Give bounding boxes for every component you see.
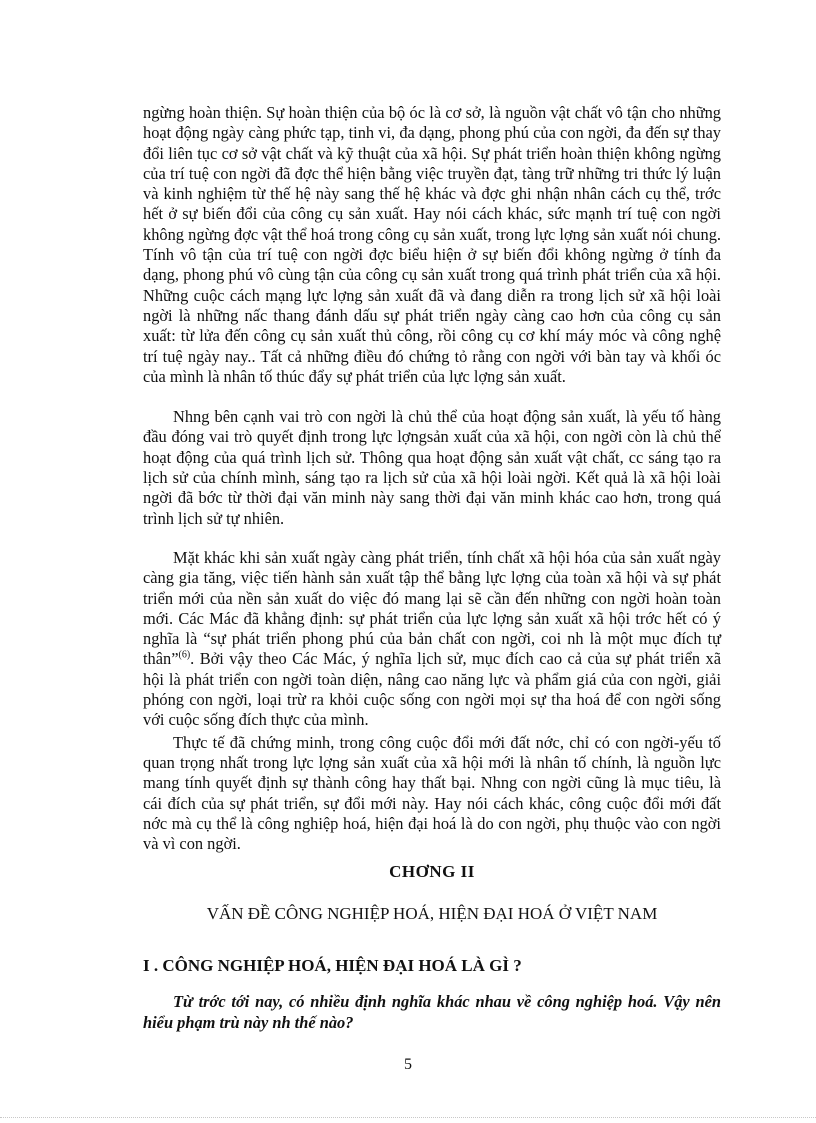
page-content	[143, 103, 721, 1049]
page-bottom-divider	[0, 1117, 816, 1118]
paragraph-3	[143, 548, 721, 731]
chapter-subtitle: VẤN ĐỀ CÔNG NGHIỆP HOÁ, HIỆN ĐẠI HOÁ Ở VIỆT NAM	[206, 904, 658, 924]
paragraph-2: Nhng bên cạnh vai trò con ngời là chủ thể của hoạt động sản xuất, là yếu tố hàng đầu đóng vai trò quyết định trong lực lợngsản xuất của xã hội, con ngời còn là chủ thể hoạt động của quá trình lịch sử. Thông qua hoạt động sản xuất vật chất, cc sáng tạo ra lịch sử của chính mình, sáng tạo ra lịch sử của xã hội loài ngời. Kết quả là xã hội loài ngời đã bớc từ thời đại văn minh này sang thời đại văn minh khác cao hơn, trong quá trình lịch sử tự nhiên.	[143, 407, 721, 528]
paragraph-3-part-a: Mặt khác khi sản xuất ngày càng phát triển, tính chất xã hội hóa của sản xuất ngày càng gia tăng, việc tiến hành sản xuất tập thể bằng lực lợng của toàn xã hội và sự phát triển mới của nền sản xuất do việc đó mang lại sẽ cần đến những con ngời hoàn toàn mới. Các Mác đã khẳng định: sự phát triển của lực lợng sản xuất xã hội trớc hết có ý nghĩa là “sự phát triển phong phú của bản chất con ngời, coi nh là một mục đích tự thân”	[143, 547, 721, 669]
page-number: 5	[404, 1056, 412, 1073]
paragraph-1: ngừng hoàn thiện. Sự hoàn thiện của bộ óc là cơ sở, là nguồn vật chất vô tận cho những hoạt động ngày càng phức tạp, tinh vi, đa dạng, phong phú của con ngời, đa đến sự thay đổi liên tục cơ sở vật chất và kỹ thuật của xã hội. Sự phát triển hoàn thiện không ngừng của trí tuệ con ngời đã đợc thể hiện bằng việc truyền đạt, tàng trữ những tri thức lý luận và kinh nghiệm từ thế hệ này sang thế hệ khác và đợc ghi nhận nhân cách cụ thể, trớc hết ở sự biến đổi của công cụ sản xuất. Hay nói cách khác, sức mạnh trí tuệ con ngời không ngừng đợc vật thể hoá trong công cụ sản xuất, trong lực lợng sản xuất nói chung. Tính vô tận của trí tuệ con ngời đợc biểu hiện ở sự biến đổi không ngừng ở tính đa dạng, phong phú vô cùng tận của công cụ sản xuất trong quá trình phát triển của xã hội. Những cuộc cách mạng lực lợng sản xuất đã và đang diễn ra trong lịch sử xã hội loài ngời là những nấc thang đánh dấu sự phát triển ngày càng cao hơn của công cụ sản xuất: từ lửa đến công cụ sản xuất thủ công, rồi công cụ cơ khí máy móc và công nghệ trí tuệ ngày nay.. Tất cả những điều đó chứng tỏ rằng con ngời với bàn tay và khối óc của mình là nhân tố thúc đẩy sự phát triển của lực lợng sản xuất.	[143, 103, 721, 386]
section-heading: I . CÔNG NGHIỆP HOÁ, HIỆN ĐẠI HOÁ LÀ GÌ ?	[143, 956, 522, 976]
footnote-marker: (6)	[178, 649, 191, 661]
chapter-title: CHƠNG II	[389, 862, 475, 882]
paragraph-3-part-b: . Bởi vậy theo Các Mác, ý nghĩa lịch sử, mục đích cao cả của sự phát triển xã hội là phát triển con ngời toàn diện, nâng cao năng lực và phẩm giá của con ngời, giải phóng con ngời, loại trừ ra khỏi cuộc sống con ngời mọi sự tha hoá để con ngời sống với cuộc sống đích thực của mình.	[143, 649, 721, 730]
paragraph-4: Thực tế đã chứng minh, trong công cuộc đổi mới đất nớc, chỉ có con ngời-yếu tố quan trọng nhất trong lực lợng sản xuất của xã hội mới là nhân tố chính, là nguồn lực mang tính quyết định sự thành công hay thất bại. Nhng con ngời cũng là mục tiêu, là cái đích của sự phát triển, sự đổi mới này. Hay nói cách khác, công cuộc đổi mới đất nớc mà cụ thể là công nghiệp hoá, hiện đại hoá là do con ngời, phụ thuộc vào con ngời và vì con ngời.	[143, 732, 721, 854]
section-question: Từ trớc tới nay, có nhiều định nghĩa khác nhau về công nghiệp hoá. Vậy nên hiểu phạm trù này nh thế nào?	[143, 992, 721, 1032]
